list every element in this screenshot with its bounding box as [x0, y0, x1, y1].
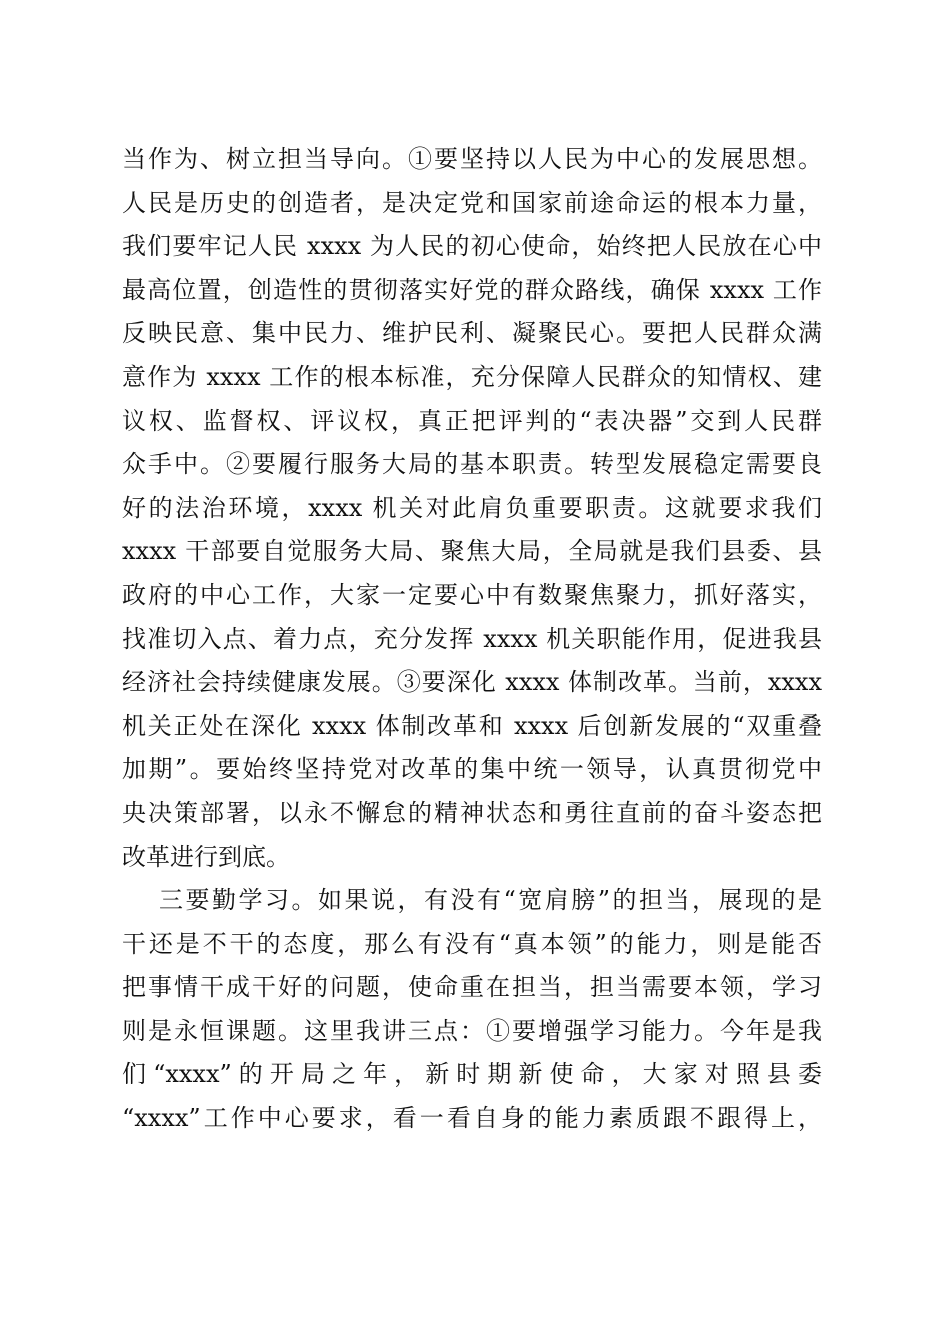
- text-line: 好的法治环境，xxxx 机关对此肩负重要职责。这就要求我们: [122, 493, 822, 522]
- text-line: 们“xxxx”的开局之年，新时期新使命，大家对照县委: [122, 1060, 822, 1089]
- text-line: xxxx 干部要自觉服务大局、聚焦大局，全局就是我们县委、县: [122, 537, 822, 566]
- text-line: 人民是历史的创造者，是决定党和国家前途命运的根本力量，: [122, 188, 822, 217]
- text-line: 加期”。要始终坚持党对改革的集中统一领导，认真贯彻党中: [122, 755, 822, 784]
- text-line: “xxxx”工作中心要求，看一看自身的能力素质跟不跟得上，: [122, 1104, 822, 1133]
- text-line: 我们要牢记人民 xxxx 为人民的初心使命，始终把人民放在心中: [122, 232, 822, 261]
- paragraph-end-line: 改革进行到底。: [122, 842, 290, 871]
- text-line: 最高位置，创造性的贯彻落实好党的群众路线，确保 xxxx 工作: [122, 275, 822, 304]
- document-body: [122, 138, 822, 1141]
- text-line: 当作为、树立担当导向。①要坚持以人民为中心的发展思想。: [122, 145, 822, 173]
- paragraph-start-line: 三要勤学习。如果说，有没有“宽肩膀”的担当，展现的是: [159, 886, 822, 915]
- text-line: 央决策部署，以永不懈怠的精神状态和勇往直前的奋斗姿态把: [122, 798, 822, 827]
- text-line: 众手中。②要履行服务大局的基本职责。转型发展稳定需要良: [122, 450, 822, 479]
- text-line: 则是永恒课题。这里我讲三点：①要增强学习能力。今年是我: [122, 1016, 822, 1045]
- text-line: 找准切入点、着力点，充分发挥 xxxx 机关职能作用，促进我县: [122, 624, 822, 653]
- text-line: 经济社会持续健康发展。③要深化 xxxx 体制改革。当前，xxxx: [122, 668, 822, 697]
- text-line: 政府的中心工作，大家一定要心中有数聚焦聚力，抓好落实，: [122, 580, 822, 609]
- text-line: 议权、监督权、评议权，真正把评判的“表决器”交到人民群: [122, 406, 822, 435]
- text-line: 干还是不干的态度，那么有没有“真本领”的能力，则是能否: [122, 929, 822, 958]
- text-line: 机关正处在深化 xxxx 体制改革和 xxxx 后创新发展的“双重叠: [122, 711, 822, 740]
- text-line: 反映民意、集中民力、维护民利、凝聚民心。要把人民群众满: [122, 319, 822, 348]
- text-line: 意作为 xxxx 工作的根本标准，充分保障人民群众的知情权、建: [122, 362, 822, 391]
- text-line: 把事情干成干好的问题，使命重在担当，担当需要本领，学习: [122, 973, 822, 1002]
